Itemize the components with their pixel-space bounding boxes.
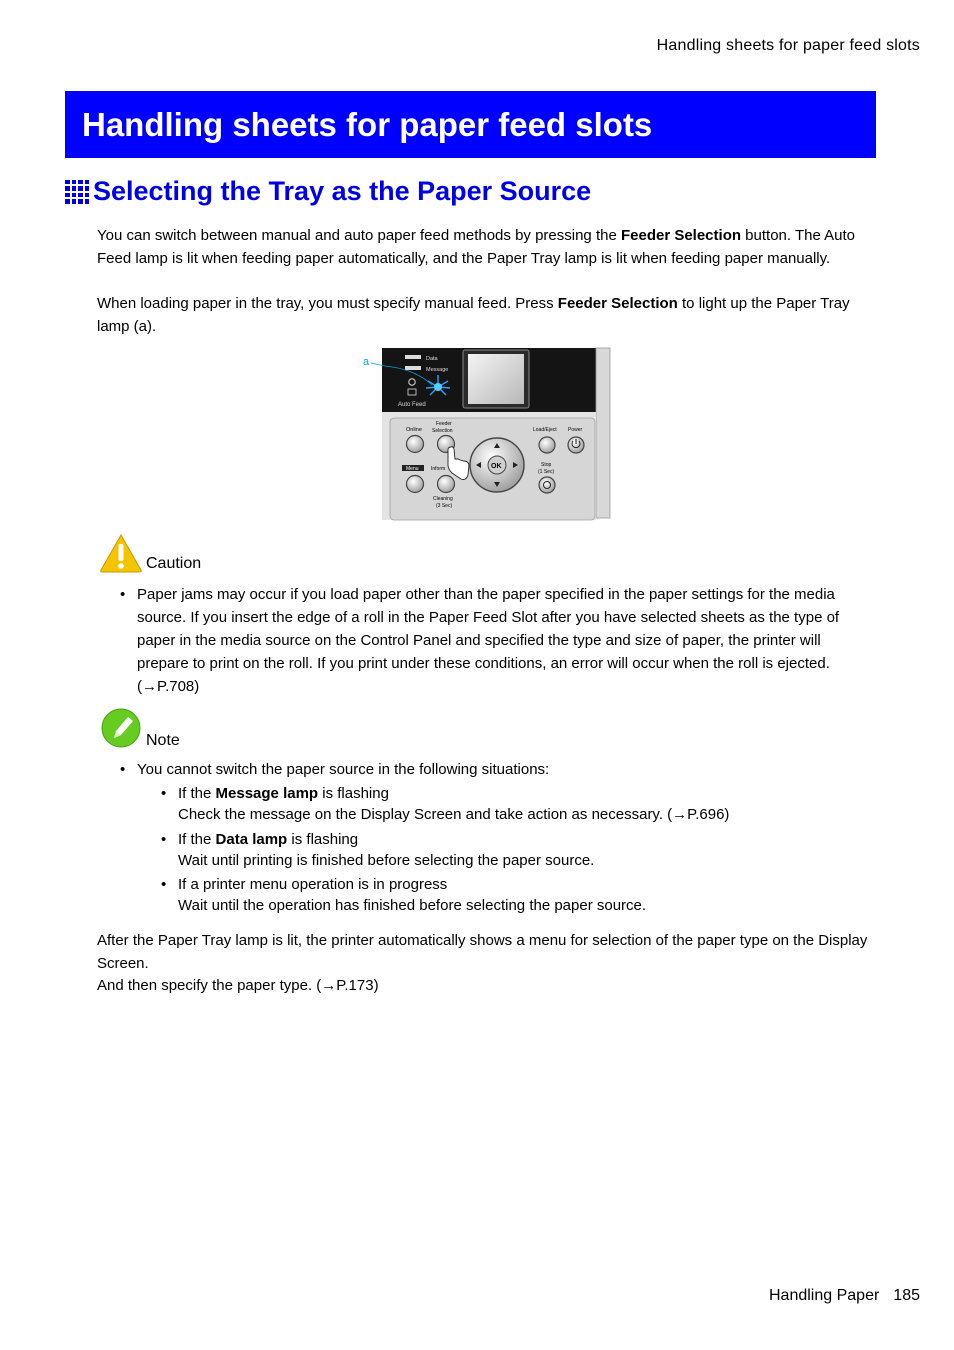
intro-p1-text-c: button. The Auto Feed lamp is lit when feeding paper automatically, and the Paper Tray lamp is lit when feeding paper manually. <box>97 227 855 267</box>
cleaning-label-1: Cleaning <box>433 496 453 502</box>
control-panel-illustration <box>360 347 615 523</box>
page-number: 185 <box>893 1287 920 1304</box>
feeder-label-1: Feeder <box>436 421 452 427</box>
note-label: Note <box>146 732 180 749</box>
ok-label: OK <box>491 463 502 470</box>
caution-item: • Paper jams may occur if you load paper other than the paper specified in the paper settings for the media source. If you insert the edge of a roll in the Paper Feed Slot after you have selected sheets as the type of paper in the media source on the Control Panel and specified the type and size of paper, the printer will prepare to print on the roll. If you print under these conditions, an error will occur when the roll is ejected. (→P.708) <box>97 583 872 698</box>
subitem-post: If a printer menu operation is in progress <box>178 876 448 893</box>
stop-label-1: Stop <box>541 462 552 468</box>
subitem-detail: Check the message on the Display Screen and take action as necessary. (→P.696) <box>178 806 730 823</box>
message-lamp <box>405 366 421 370</box>
page-title-bar <box>65 91 876 158</box>
outro-paragraph-1: After the Paper Tray lamp is lit, the printer automatically shows a menu for selection of the paper type on the Display Screen. <box>97 932 868 972</box>
display-screen <box>468 354 524 404</box>
subitem-detail: Wait until the operation has finished before selecting the paper source. <box>178 897 647 914</box>
pencil-note-icon <box>101 708 143 750</box>
panel-side <box>596 348 610 518</box>
feeder-selection-term: Feeder Selection <box>620 227 742 244</box>
intro-p2-text-c: to light up the Paper Tray lamp (a). <box>97 295 850 335</box>
callout-a: a <box>363 356 370 368</box>
note-subitem-menu <box>161 874 646 916</box>
footer-section: Handling Paper <box>769 1287 880 1304</box>
data-lamp-label: Data <box>426 356 438 362</box>
note-subitem-message <box>161 783 729 825</box>
caution-label: Caution <box>146 555 202 572</box>
menu-button <box>407 476 424 493</box>
note-item: • You cannot switch the paper source in the following situations: <box>97 758 872 781</box>
outro-paragraph-2: And then specify the paper type. (→P.173) <box>97 977 379 994</box>
grid-icon <box>65 180 89 204</box>
intro-paragraph-1 <box>97 225 877 270</box>
online-button <box>407 436 424 453</box>
message-lamp-label: Message <box>426 367 449 373</box>
data-lamp-term: Data lamp <box>215 831 288 848</box>
subitem-post: is flashing <box>287 831 359 848</box>
note-heading <box>101 708 180 750</box>
warning-triangle-icon <box>99 533 143 573</box>
subitem-detail: Wait until printing is finished before selecting the paper source. <box>178 852 595 869</box>
subitem-pre: If the <box>178 831 216 848</box>
stop-button <box>539 477 555 493</box>
note-subitem-data <box>161 829 594 871</box>
online-label: Online <box>406 427 422 433</box>
page-footer <box>769 1287 920 1305</box>
load-eject-button <box>539 437 555 453</box>
control-panel-figure <box>360 347 615 523</box>
info-button <box>438 476 455 493</box>
load-eject-label: Load/Eject <box>533 427 557 433</box>
stop-label-2: (1 Sec) <box>538 469 555 475</box>
intro-paragraph-2 <box>97 293 877 338</box>
section-heading <box>65 176 591 207</box>
paper-tray-lamp <box>434 383 442 391</box>
menu-label: Menu <box>406 466 419 472</box>
intro-p1-text-a: You can switch between manual and auto paper feed methods by pressing the <box>97 227 621 244</box>
section-title: Selecting the Tray as the Paper Source <box>93 176 592 206</box>
info-label: Inform <box>431 466 446 472</box>
note-list <box>97 758 872 781</box>
data-lamp <box>405 355 421 359</box>
feeder-label-2: Selection <box>432 428 453 434</box>
intro-p2-text-a: When loading paper in the tray, you must specify manual feed. Press <box>97 295 558 312</box>
cleaning-label-2: (3 Sec) <box>436 503 453 509</box>
feeder-selection-term-2: Feeder Selection <box>557 295 678 312</box>
caution-heading <box>99 533 201 573</box>
page-title: Handling sheets for paper feed slots <box>82 106 653 143</box>
running-head: Handling sheets for paper feed slots <box>656 37 920 54</box>
auto-feed-label: Auto Feed <box>398 402 426 408</box>
caution-list <box>97 583 872 698</box>
subitem-post: is flashing <box>318 785 389 802</box>
message-lamp-term: Message lamp <box>215 785 319 802</box>
power-label: Power <box>568 427 583 433</box>
subitem-pre: If the <box>178 785 216 802</box>
